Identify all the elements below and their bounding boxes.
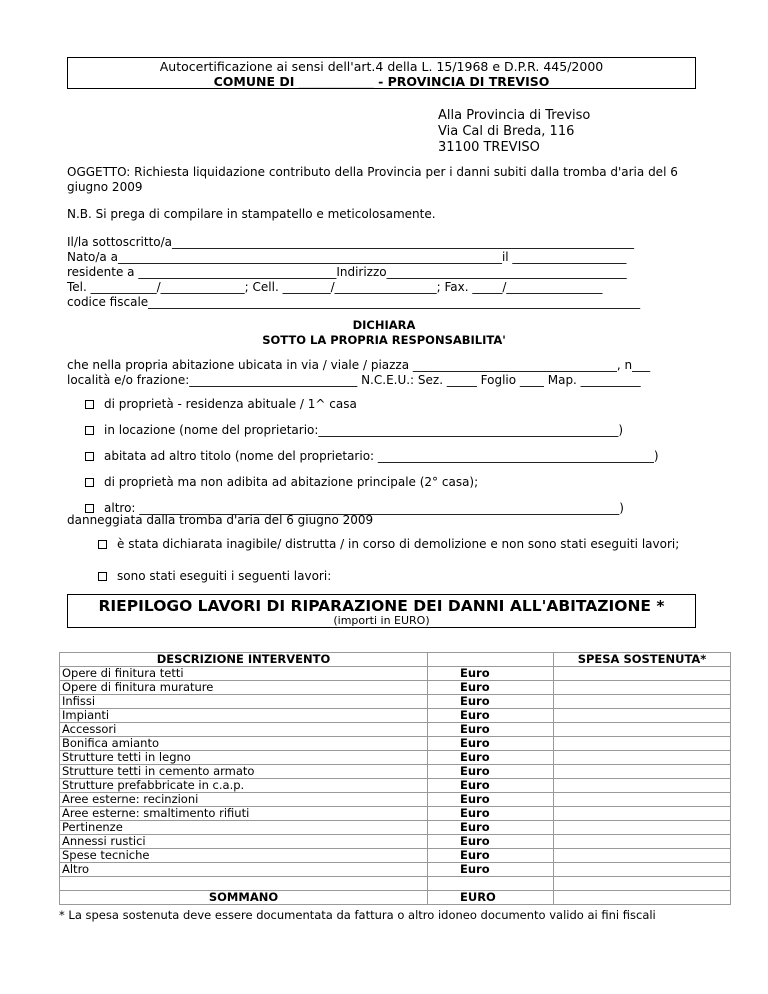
table-row <box>60 737 731 751</box>
field-codice-fiscale[interactable]: codice fiscale__________________________________________________________________________________ <box>67 295 641 309</box>
euro-cell: Euro <box>428 681 554 695</box>
descrizione-cell: Infissi <box>60 695 428 709</box>
total-input-cell[interactable] <box>554 891 731 905</box>
euro-cell: Euro <box>428 779 554 793</box>
address-line: Via Cal di Breda, 116 <box>438 124 575 139</box>
total-label: SOMMANO <box>60 891 428 905</box>
dichiara-subtitle: SOTTO LA PROPRIA RESPONSABILITA' <box>262 333 506 347</box>
descrizione-cell: Impianti <box>60 709 428 723</box>
table-row <box>60 807 731 821</box>
spesa-input-cell[interactable] <box>554 849 731 863</box>
field-residente[interactable]: residente a _________________________________Indirizzo________________________________________ <box>67 265 627 279</box>
option-label: di proprietà ma non adibita ad abitazione principale (2° casa); <box>104 475 479 489</box>
riepilogo-title: RIEPILOGO LAVORI DI RIPARAZIONE DEI DANNI ALL'ABITAZIONE * <box>98 597 665 615</box>
spesa-input-cell[interactable] <box>554 751 731 765</box>
descrizione-cell: Opere di finitura murature <box>60 681 428 695</box>
table-row <box>60 723 731 737</box>
euro-cell: Euro <box>428 821 554 835</box>
recipient-address <box>438 108 590 156</box>
euro-cell: Euro <box>428 737 554 751</box>
spesa-input-cell[interactable] <box>554 667 731 681</box>
option-row[interactable] <box>85 397 357 412</box>
descrizione-cell: Aree esterne: smaltimento rifiuti <box>60 807 428 821</box>
spesa-input-cell[interactable] <box>554 723 731 737</box>
spesa-input-cell[interactable] <box>554 737 731 751</box>
table-row <box>60 681 731 695</box>
descrizione-cell: Bonifica amianto <box>60 737 428 751</box>
header-line2: COMUNE DI ____________ - PROVINCIA DI TREVISO <box>213 74 550 89</box>
option-row[interactable] <box>98 569 331 584</box>
descrizione-cell: Pertinenze <box>60 821 428 835</box>
address-line: Alla Provincia di Treviso <box>438 108 591 123</box>
dichiara-title: DICHIARA <box>352 318 416 332</box>
spesa-input-cell[interactable] <box>554 765 731 779</box>
euro-cell: Euro <box>428 765 554 779</box>
descrizione-cell: Strutture tetti in cemento armato <box>60 765 428 779</box>
oggetto-line1: OGGETTO: Richiesta liquidazione contributo della Provincia per i danni subiti dalla tromba d'aria del 6 <box>67 165 678 179</box>
footnote: * La spesa sostenuta deve essere documentata da fattura o altro idoneo documento valido ai fini fiscali <box>59 908 656 922</box>
table-row <box>60 779 731 793</box>
spesa-input-cell[interactable] <box>554 863 731 877</box>
table-row <box>60 835 731 849</box>
table-row <box>60 765 731 779</box>
header-line1: Autocertificazione ai sensi dell'art.4 della L. 15/1968 e D.P.R. 445/2000 <box>159 59 604 74</box>
option-row[interactable] <box>85 475 478 490</box>
spesa-input-cell[interactable] <box>554 709 731 723</box>
checkbox[interactable] <box>85 400 94 409</box>
descrizione-cell: Accessori <box>60 723 428 737</box>
checkbox[interactable] <box>85 504 94 513</box>
euro-cell: Euro <box>428 751 554 765</box>
spesa-input-cell[interactable] <box>554 681 731 695</box>
option-label: è stata dichiarata inagibile/ distrutta / in corso di demolizione e non sono stati eseguiti lavori; <box>117 537 680 551</box>
option-label: in locazione (nome del proprietario:__________________________________________________) <box>104 423 624 437</box>
spesa-input-cell[interactable] <box>554 835 731 849</box>
checkbox[interactable] <box>85 426 94 435</box>
euro-cell: Euro <box>428 863 554 877</box>
field-localita[interactable]: località e/o frazione:____________________________ N.C.E.U.: Sez. _____ Foglio ____ Map. __________ <box>67 373 641 387</box>
descrizione-cell: Spese tecniche <box>60 849 428 863</box>
nb-note: N.B. Si prega di compilare in stampatello e meticolosamente. <box>67 207 436 221</box>
euro-cell: Euro <box>428 835 554 849</box>
spesa-input-cell[interactable] <box>554 807 731 821</box>
spesa-input-cell[interactable] <box>554 695 731 709</box>
option-row[interactable] <box>85 449 659 464</box>
euro-cell: Euro <box>428 695 554 709</box>
oggetto-line2: giugno 2009 <box>67 180 143 194</box>
total-row <box>60 891 731 905</box>
option-label: sono stati eseguiti i seguenti lavori: <box>117 569 332 583</box>
table-row <box>60 667 731 681</box>
header-descrizione: DESCRIZIONE INTERVENTO <box>60 653 428 667</box>
euro-cell: Euro <box>428 709 554 723</box>
option-label: altro: ________________________________________________________________________________) <box>104 501 624 515</box>
option-label: abitata ad altro titolo (nome del proprietario: ______________________________________________) <box>104 449 659 463</box>
table-header-row <box>60 653 731 667</box>
lavori-table <box>59 652 731 905</box>
descrizione-cell: Aree esterne: recinzioni <box>60 793 428 807</box>
table-row <box>60 863 731 877</box>
field-contatti[interactable]: Tel. ___________/______________; Cell. ________/_________________; Fax. _____/________________ <box>67 280 603 294</box>
riepilogo-box <box>67 594 696 628</box>
riepilogo-subtitle: (importi in EURO) <box>333 614 430 627</box>
euro-cell: Euro <box>428 849 554 863</box>
spesa-input-cell[interactable] <box>554 793 731 807</box>
danneggiata-line: danneggiata dalla tromba d'aria del 6 giugno 2009 <box>67 513 374 527</box>
spesa-input-cell[interactable] <box>554 821 731 835</box>
descrizione-cell: Annessi rustici <box>60 835 428 849</box>
option-row[interactable] <box>98 537 679 552</box>
checkbox[interactable] <box>98 540 107 549</box>
table-row <box>60 751 731 765</box>
field-sottoscritto[interactable]: Il/la sottoscritto/a_____________________________________________________________________________ <box>67 235 635 249</box>
table-row <box>60 821 731 835</box>
address-line: 31100 TREVISO <box>438 140 540 155</box>
descrizione-cell: Opere di finitura tetti <box>60 667 428 681</box>
euro-cell: Euro <box>428 807 554 821</box>
descrizione-cell: Strutture prefabbricate in c.a.p. <box>60 779 428 793</box>
spesa-input-cell[interactable] <box>554 779 731 793</box>
option-label: di proprietà - residenza abituale / 1^ casa <box>104 397 357 411</box>
checkbox[interactable] <box>85 452 94 461</box>
field-nato[interactable]: Nato/a a________________________________________________________________il ___________________ <box>67 250 627 264</box>
euro-cell: Euro <box>428 723 554 737</box>
checkbox[interactable] <box>85 478 94 487</box>
descrizione-cell: Strutture tetti in legno <box>60 751 428 765</box>
header-spesa: SPESA SOSTENUTA* <box>554 653 731 667</box>
table-row <box>60 793 731 807</box>
table-row <box>60 709 731 723</box>
checkbox[interactable] <box>98 572 107 581</box>
euro-cell: Euro <box>428 667 554 681</box>
table-row-blank <box>60 877 731 891</box>
euro-cell: Euro <box>428 793 554 807</box>
option-row[interactable] <box>85 423 623 438</box>
table-row <box>60 695 731 709</box>
table-row <box>60 849 731 863</box>
total-euro: EURO <box>428 891 554 905</box>
descrizione-cell: Altro <box>60 863 428 877</box>
field-ubicazione[interactable]: che nella propria abitazione ubicata in via / viale / piazza __________________________________, n___ <box>67 358 651 372</box>
header-box <box>67 57 696 89</box>
